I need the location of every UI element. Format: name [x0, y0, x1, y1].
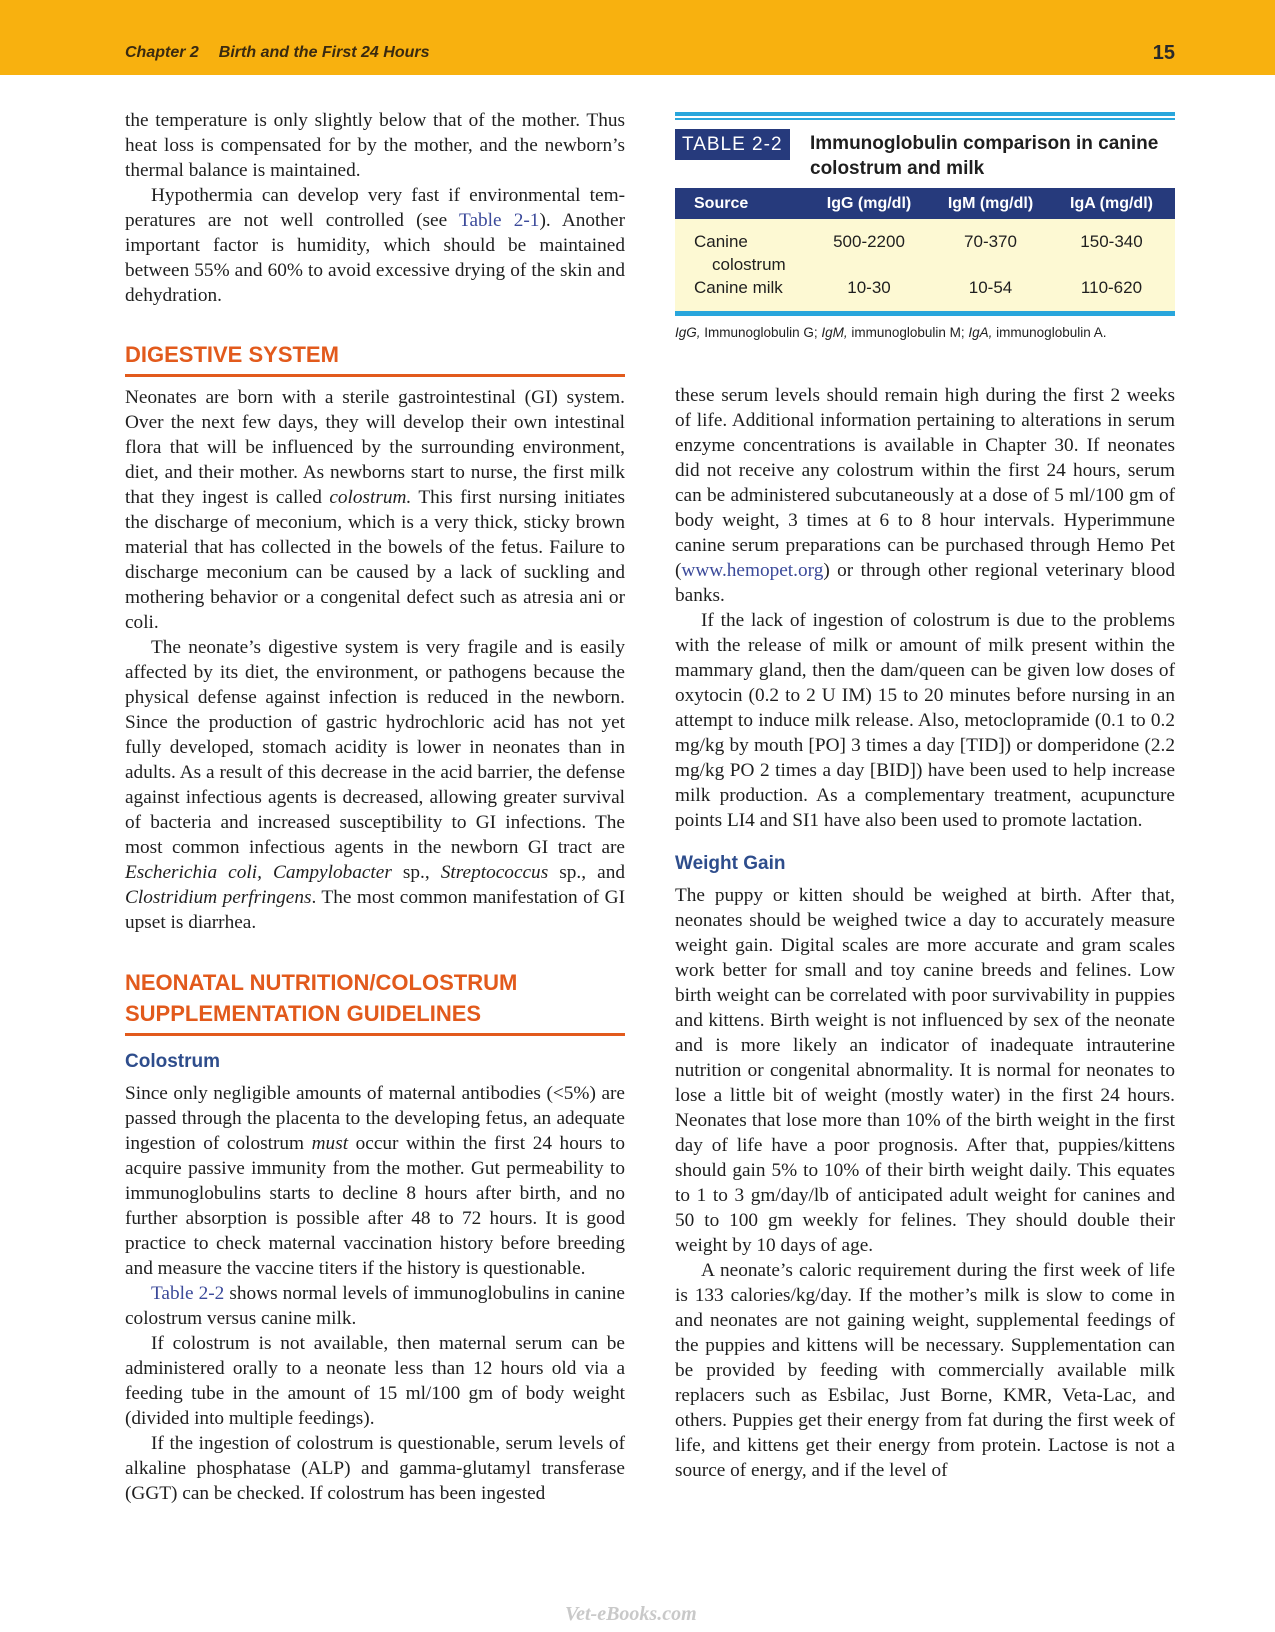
paragraph: the temperature is only slightly below that of the mother. Thus heat loss is compensated for by the mother, and the newborn’s thermal balance is maintained.	[125, 110, 625, 181]
paragraph: If the ingestion of colostrum is questionable, serum levels of alkaline phosphatase (ALP) and gamma-glutamyl transferase (GGT) can be checked. If colostrum has been ingested	[125, 1433, 625, 1504]
column-header: Source	[694, 195, 749, 212]
table-cell: Canine colostrum	[694, 232, 786, 274]
watermark-logo	[565, 1598, 715, 1628]
column-header: IgA (mg/dl)	[1070, 195, 1153, 212]
table-badge: TABLE 2-2	[675, 129, 790, 160]
table-2-1-link[interactable]: Table 2-1	[459, 210, 540, 231]
table-title: Immunoglobulin comparison in canine colostrum and milk	[810, 133, 1159, 179]
paragraph: these serum levels should remain high during the first 2 weeks of life. Additional information pertaining to alterations in serum enzyme concentrations is available in Chapter 30. If neonates did not receive any colostrum within the first 24 hours, serum can be administered subcutaneously at a dose of 5 ml/100 gm of body weight, 3 times at 6 to 8 hour intervals. Hyperimmune canine serum preparations can be purchased through Hemo Pet (www.hemopet.org) or through other regional veterinary blood banks.	[675, 385, 1175, 606]
paragraph: The puppy or kitten should be weighed at birth. After that, neonates should be weighed twice a day to accurately measure weight gain. Digital scales are more accurate and gram scales work better for small and toy canine breeds and felines. Low birth weight can be correlated with poor survivability in puppies and kittens. Birth weight is not influenced by sex of the neonate and is more likely an indicator of inadequate intrauterine nutrition or congenital abnormality. It is normal for neonates to lose a little bit of weight (mostly water) in the first 24 hours. Neonates that lose more than 10% of the birth weight in the first day of life have a poor prognosis. After that, puppies/kittens should gain 5% to 10% of their birth weight daily. This equates to 1 to 3 gm/day/lb of anticipated adult weight for canines and 50 to 100 gm weekly for felines. They should double their weight by 10 days of age.	[675, 885, 1175, 1256]
table-top-rule	[675, 112, 1175, 116]
table-cell: 10-30	[847, 278, 891, 297]
table-2-2	[675, 112, 1175, 340]
paragraph: If the lack of ingestion of colostrum is due to the problems with the release of milk or amount of milk present within the mammary gland, then the dam/queen can be given low doses of oxytocin (0.2 to 2 U IM) 15 to 20 minutes before nursing in an attempt to induce milk release. Also, metoclopramide (0.1 to 0.2 mg/kg by mouth [PO] 3 times a day [TID]) or domperidone (2.2 mg/kg PO 2 times a day [BID]) have been used to help increase milk production. As a complementary treatment, acupuncture points LI4 and SI1 have also been used to promote lactation.	[675, 610, 1175, 831]
paragraph: The neonate’s digestive system is very fragile and is easily affected by its diet, the environment, or pathogens because the physical defense against infection is reduced in the newborn. Since the production of gastric hydrochloric acid has not yet fully developed, stomach acidity is lower in neonates than in adults. As a result of this decrease in the acid barrier, the defense against infectious agents is decreased, allowing greater survival of bacteria and increased susceptibility to GI infections. The most common infectious agents in the newborn GI tract are Escherichia coli, Campylobacter sp., Streptococcus sp., and Clostridium perfringens. The most common manifestation of GI upset is diarrhea.	[125, 637, 625, 933]
table-2-2-link[interactable]: Table 2-2	[151, 1283, 225, 1304]
running-header	[0, 0, 1275, 75]
table-header-row	[675, 188, 1175, 219]
chapter-label: Chapter 2 Birth and the First 24 Hours	[125, 44, 430, 61]
table-cell: 500-2200	[833, 232, 905, 251]
paragraph: If colostrum is not available, then maternal serum can be administered orally to a neonate less than 12 hours old via a feeding tube in the amount of 15 ml/100 gm of body weight (divided into multiple feedings).	[125, 1333, 625, 1429]
table-row	[675, 276, 1175, 311]
subheading-weight-gain: Weight Gain	[675, 853, 786, 874]
table-cell: 70-370	[964, 232, 1017, 251]
watermark-text: Vet-eBooks.com	[565, 1603, 697, 1625]
table-row	[675, 219, 1175, 276]
paragraph: Neonates are born with a sterile gastrointestinal (GI) system. Over the next few days, they will develop their own intestinal flora that will be influenced by the surrounding environment, diet, and their mother. As newborns start to nurse, the first milk that they ingest is called colostrum. This first nursing initiates the discharge of meconium, which is a very thick, sticky brown material that has collected in the bowels of the fetus. Failure to discharge meconium can be caused by a lack of suckling and mothering behavior or a congenital defect such as atresia ani or coli.	[125, 387, 625, 633]
hemopet-link[interactable]: www.hemopet.org	[681, 560, 824, 581]
table-cell: 10-54	[968, 278, 1013, 297]
table-cell: 110-620	[1080, 278, 1143, 297]
paragraph: A neonate’s caloric requirement during the first week of life is 133 calories/kg/day. If the mother’s milk is slow to come in and neonates are not gaining weight, supplemental feedings of the puppies and kittens will be necessary. Supplementation can be provided by feeding with commercially available milk replacers such as Esbilac, Just Borne, KMR, Veta-Lac, and others. Puppies get their energy from fat during the first week of life, and kittens get their energy from protein. Lactose is not a source of energy, and if the level of	[675, 1260, 1175, 1481]
table-grid	[675, 188, 1175, 316]
section-heading-digestive: DIGESTIVE SYSTEM	[125, 339, 625, 377]
table-cell: Canine milk	[694, 278, 783, 297]
paragraph: Since only negligible amounts of maternal antibodies (<5%) are passed through the placenta to the developing fetus, an adequate ingestion of colostrum must occur within the first 24 hours to acquire passive immunity from the mother. Gut permeability to immunoglobulins starts to decline 8 hours after birth, and no further absorption is possible after 48 to 72 hours. It is good practice to check maternal vaccination history before breeding and measure the vaccine titers if the history is questionable.	[125, 1083, 625, 1279]
left-column	[125, 108, 625, 1506]
paragraph: Hypothermia can develop very fast if environmental temperatures are not well controlled (see Table 2-1). Another important factor is humidity, which should be maintained between 55% and 60% to avoid excessive drying of the skin and dehydration.	[125, 185, 625, 306]
table-footnote: IgG, Immunoglobulin G; IgM, immunoglobulin M; IgA, immunoglobulin A.	[675, 325, 1107, 340]
table-cell: 150-340	[1080, 232, 1143, 251]
column-header: IgG (mg/dl)	[826, 195, 912, 212]
section-heading-nutrition: NEONATAL NUTRITION/COLOSTRUM SUPPLEMENTATION GUIDELINES	[125, 967, 625, 1036]
right-column	[675, 383, 1175, 1483]
table-heading	[675, 120, 1175, 188]
page-number: 15	[1152, 42, 1175, 64]
column-header: IgM (mg/dl)	[947, 195, 1034, 212]
subheading-colostrum: Colostrum	[125, 1051, 220, 1072]
paragraph: Table 2-2 shows normal levels of immunoglobulins in canine colostrum versus canine milk.	[125, 1283, 625, 1329]
